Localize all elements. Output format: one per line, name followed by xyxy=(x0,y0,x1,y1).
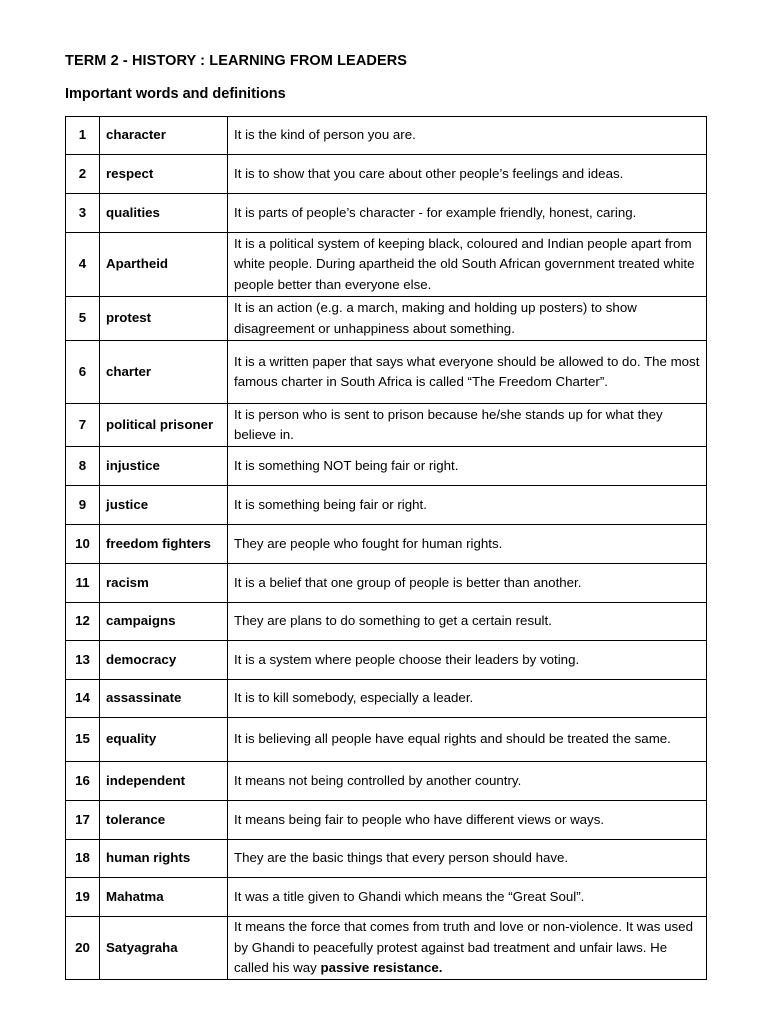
section-title: Important words and definitions xyxy=(65,86,286,102)
term-word: qualities xyxy=(100,194,228,233)
term-definition xyxy=(228,641,707,680)
definition-text: It is a written paper that says what everyone should be allowed to do. The most famous charter in South Africa is called “The Freedom Charter”. xyxy=(234,353,700,389)
row-number: 6 xyxy=(66,341,100,404)
definition-text: It means the force that comes from truth and love or non-violence. It was used by Ghandi to peacefully protest against bad treatment and unfair laws. He called his way xyxy=(234,919,693,976)
term-definition xyxy=(228,878,707,917)
row-number: 11 xyxy=(66,564,100,603)
table-row xyxy=(66,762,707,801)
definition-text: It is something being fair or right. xyxy=(234,496,427,512)
table-row xyxy=(66,878,707,917)
definition-text: They are the basic things that every person should have. xyxy=(234,850,569,866)
table-row xyxy=(66,297,707,341)
row-number: 13 xyxy=(66,641,100,680)
table-row xyxy=(66,155,707,194)
term-word: campaigns xyxy=(100,603,228,641)
term-word: political prisoner xyxy=(100,404,228,447)
term-word: human rights xyxy=(100,840,228,878)
row-number: 9 xyxy=(66,486,100,525)
term-definition xyxy=(228,762,707,801)
term-definition xyxy=(228,155,707,194)
row-number: 5 xyxy=(66,297,100,341)
term-definition xyxy=(228,233,707,297)
row-number: 4 xyxy=(66,233,100,297)
term-definition xyxy=(228,718,707,762)
row-number: 1 xyxy=(66,117,100,155)
row-number: 10 xyxy=(66,525,100,564)
definition-text: It is parts of people’s character - for example friendly, honest, caring. xyxy=(234,204,637,220)
term-definition xyxy=(228,801,707,840)
term-word: racism xyxy=(100,564,228,603)
definition-text: It means being fair to people who have different views or ways. xyxy=(234,811,605,827)
definition-text: It is a system where people choose their leaders by voting. xyxy=(234,651,580,667)
term-word: protest xyxy=(100,297,228,341)
term-word: freedom fighters xyxy=(100,525,228,564)
term-word: Apartheid xyxy=(100,233,228,297)
definition-emphasis: passive resistance. xyxy=(320,960,443,976)
term-definition xyxy=(228,117,707,155)
definition-text: They are people who fought for human rights. xyxy=(234,535,503,551)
row-number: 2 xyxy=(66,155,100,194)
table-row xyxy=(66,447,707,486)
row-number: 12 xyxy=(66,603,100,641)
table-row xyxy=(66,840,707,878)
term-word: injustice xyxy=(100,447,228,486)
row-number: 14 xyxy=(66,680,100,718)
term-definition xyxy=(228,525,707,564)
term-definition xyxy=(228,341,707,404)
definition-text: They are plans to do something to get a certain result. xyxy=(234,613,552,629)
term-word: equality xyxy=(100,718,228,762)
term-word: independent xyxy=(100,762,228,801)
definition-text: It is a political system of keeping black, coloured and Indian people apart from white people. During apartheid the old South African government treated white people better than everyone else. xyxy=(234,235,695,292)
table-row xyxy=(66,341,707,404)
term-word: character xyxy=(100,117,228,155)
row-number: 16 xyxy=(66,762,100,801)
row-number: 7 xyxy=(66,404,100,447)
definition-text: It is to show that you care about other people’s feelings and ideas. xyxy=(234,165,624,181)
term-definition xyxy=(228,194,707,233)
definition-text: It is an action (e.g. a march, making and holding up posters) to show disagreement or unhappiness about something. xyxy=(234,300,637,336)
table-row xyxy=(66,718,707,762)
definition-text: It was a title given to Ghandi which means the “Great Soul”. xyxy=(234,888,585,904)
definition-text: It is the kind of person you are. xyxy=(234,127,416,143)
table-row xyxy=(66,680,707,718)
table-row xyxy=(66,404,707,447)
table-row xyxy=(66,525,707,564)
term-definition xyxy=(228,447,707,486)
term-definition xyxy=(228,917,707,980)
term-definition xyxy=(228,297,707,341)
term-definition xyxy=(228,486,707,525)
term-definition xyxy=(228,603,707,641)
term-word: tolerance xyxy=(100,801,228,840)
term-word: charter xyxy=(100,341,228,404)
row-number: 17 xyxy=(66,801,100,840)
term-word: assassinate xyxy=(100,680,228,718)
term-word: Mahatma xyxy=(100,878,228,917)
page-title: TERM 2 - HISTORY : LEARNING FROM LEADERS xyxy=(65,53,408,69)
term-word: democracy xyxy=(100,641,228,680)
row-number: 8 xyxy=(66,447,100,486)
definition-text: It is something NOT being fair or right. xyxy=(234,457,459,473)
definition-text: It is to kill somebody, especially a leader. xyxy=(234,690,474,706)
term-word: Satyagraha xyxy=(100,917,228,980)
table-row xyxy=(66,603,707,641)
row-number: 15 xyxy=(66,718,100,762)
definition-text: It is believing all people have equal rights and should be treated the same. xyxy=(234,731,671,747)
term-definition xyxy=(228,840,707,878)
row-number: 19 xyxy=(66,878,100,917)
table-row xyxy=(66,641,707,680)
term-definition xyxy=(228,564,707,603)
term-word: justice xyxy=(100,486,228,525)
glossary-body xyxy=(66,117,707,980)
definition-text: It is a belief that one group of people is better than another. xyxy=(234,574,582,590)
definition-text: It is person who is sent to prison because he/she stands up for what they believe in. xyxy=(234,406,663,442)
glossary-table xyxy=(65,116,707,980)
row-number: 18 xyxy=(66,840,100,878)
table-row xyxy=(66,564,707,603)
table-row xyxy=(66,194,707,233)
definition-text: It means not being controlled by another country. xyxy=(234,772,522,788)
table-row xyxy=(66,801,707,840)
table-row xyxy=(66,486,707,525)
table-row xyxy=(66,917,707,980)
term-definition xyxy=(228,404,707,447)
row-number: 3 xyxy=(66,194,100,233)
table-row xyxy=(66,233,707,297)
term-word: respect xyxy=(100,155,228,194)
table-row xyxy=(66,117,707,155)
row-number: 20 xyxy=(66,917,100,980)
term-definition xyxy=(228,680,707,718)
